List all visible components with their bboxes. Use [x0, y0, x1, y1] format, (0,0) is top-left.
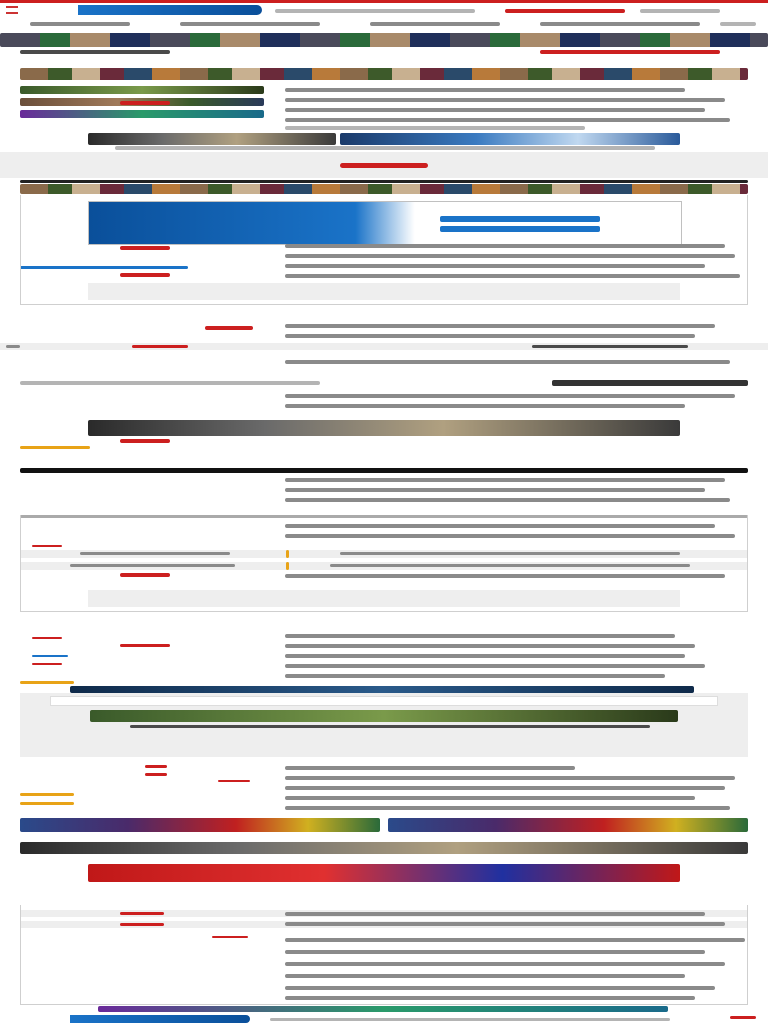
article-text-line [285, 334, 695, 338]
site-logo[interactable] [78, 5, 262, 15]
author-link[interactable] [32, 655, 68, 657]
article-text-line [285, 776, 735, 780]
main-nav [0, 17, 768, 33]
article-thumbnail[interactable] [20, 86, 264, 94]
article-text-line [285, 108, 705, 112]
article-text-line [285, 644, 695, 648]
video-caption [130, 725, 650, 728]
article-text-line [285, 394, 735, 398]
nav-item[interactable] [180, 22, 320, 26]
promo-image[interactable] [88, 133, 336, 145]
highlight-tag[interactable] [20, 802, 74, 805]
article-text-line [285, 324, 715, 328]
caption-text [6, 345, 20, 348]
article-text-line [285, 664, 705, 668]
header-link[interactable] [640, 9, 720, 13]
video-card-toolbar [50, 696, 718, 706]
category-item[interactable] [540, 50, 720, 54]
promo-banner[interactable] [88, 864, 680, 882]
gallery-image[interactable] [88, 420, 680, 436]
article-text-line [285, 654, 685, 658]
article-text-line [285, 98, 725, 102]
section-image-strip[interactable] [20, 184, 748, 194]
tag-chip[interactable] [132, 345, 188, 348]
footer-image-strip[interactable] [98, 1006, 668, 1012]
article-text-line [285, 118, 730, 122]
section-label[interactable] [120, 439, 170, 443]
section-label[interactable] [120, 101, 170, 105]
article-text-line [285, 88, 685, 92]
article-text-line [285, 126, 585, 130]
video-thumbnail[interactable] [90, 710, 678, 722]
gallery-image[interactable] [20, 818, 380, 832]
nav-item[interactable] [30, 22, 130, 26]
article-text-line [285, 488, 705, 492]
content-frame [20, 195, 748, 305]
section-label[interactable] [32, 637, 62, 639]
article-text-line [285, 806, 730, 810]
article-text-line [285, 498, 730, 502]
gallery-image[interactable] [20, 842, 748, 854]
gallery-image[interactable] [388, 818, 748, 832]
section-divider [20, 468, 748, 473]
nav-item[interactable] [720, 22, 756, 26]
section-label[interactable] [145, 765, 167, 768]
article-text-line [285, 634, 675, 638]
section-label[interactable] [32, 663, 62, 665]
caption-highlight [532, 345, 688, 348]
hero-image-strip[interactable] [0, 33, 768, 47]
article-text-line [285, 478, 725, 482]
content-frame [20, 515, 748, 612]
header-cta-button[interactable] [505, 9, 625, 13]
footer-button[interactable] [730, 1016, 756, 1019]
category-bar [20, 48, 748, 56]
article-text-line [285, 360, 730, 364]
video-card-header[interactable] [70, 686, 694, 693]
highlight-tag[interactable] [20, 793, 74, 796]
pull-quote [20, 381, 320, 385]
section-label[interactable] [120, 644, 170, 647]
article-thumbnail[interactable] [20, 110, 264, 118]
nav-item[interactable] [370, 22, 500, 26]
header-link[interactable] [275, 9, 475, 13]
promo-image[interactable] [340, 133, 680, 145]
pull-quote-bar [552, 380, 748, 386]
footer-link[interactable] [270, 1018, 670, 1021]
article-text-line [285, 766, 575, 770]
load-more-button[interactable] [340, 163, 428, 168]
section-label[interactable] [205, 326, 253, 330]
category-item[interactable] [20, 50, 170, 54]
section-label[interactable] [218, 780, 250, 782]
nav-item[interactable] [540, 22, 700, 26]
footer-logo[interactable] [70, 1015, 250, 1023]
section-label[interactable] [145, 773, 167, 776]
hamburger-menu-icon[interactable] [6, 6, 18, 14]
content-frame [20, 905, 748, 1005]
highlight-tag[interactable] [20, 681, 74, 684]
article-text-line [285, 786, 725, 790]
site-header [0, 3, 768, 17]
article-text-line [285, 674, 665, 678]
article-text-line [285, 404, 685, 408]
highlight-tag[interactable] [20, 446, 90, 449]
section-divider [20, 180, 748, 183]
article-text-line [285, 796, 695, 800]
promo-caption [115, 146, 655, 150]
thumbnail-strip[interactable] [20, 68, 748, 80]
